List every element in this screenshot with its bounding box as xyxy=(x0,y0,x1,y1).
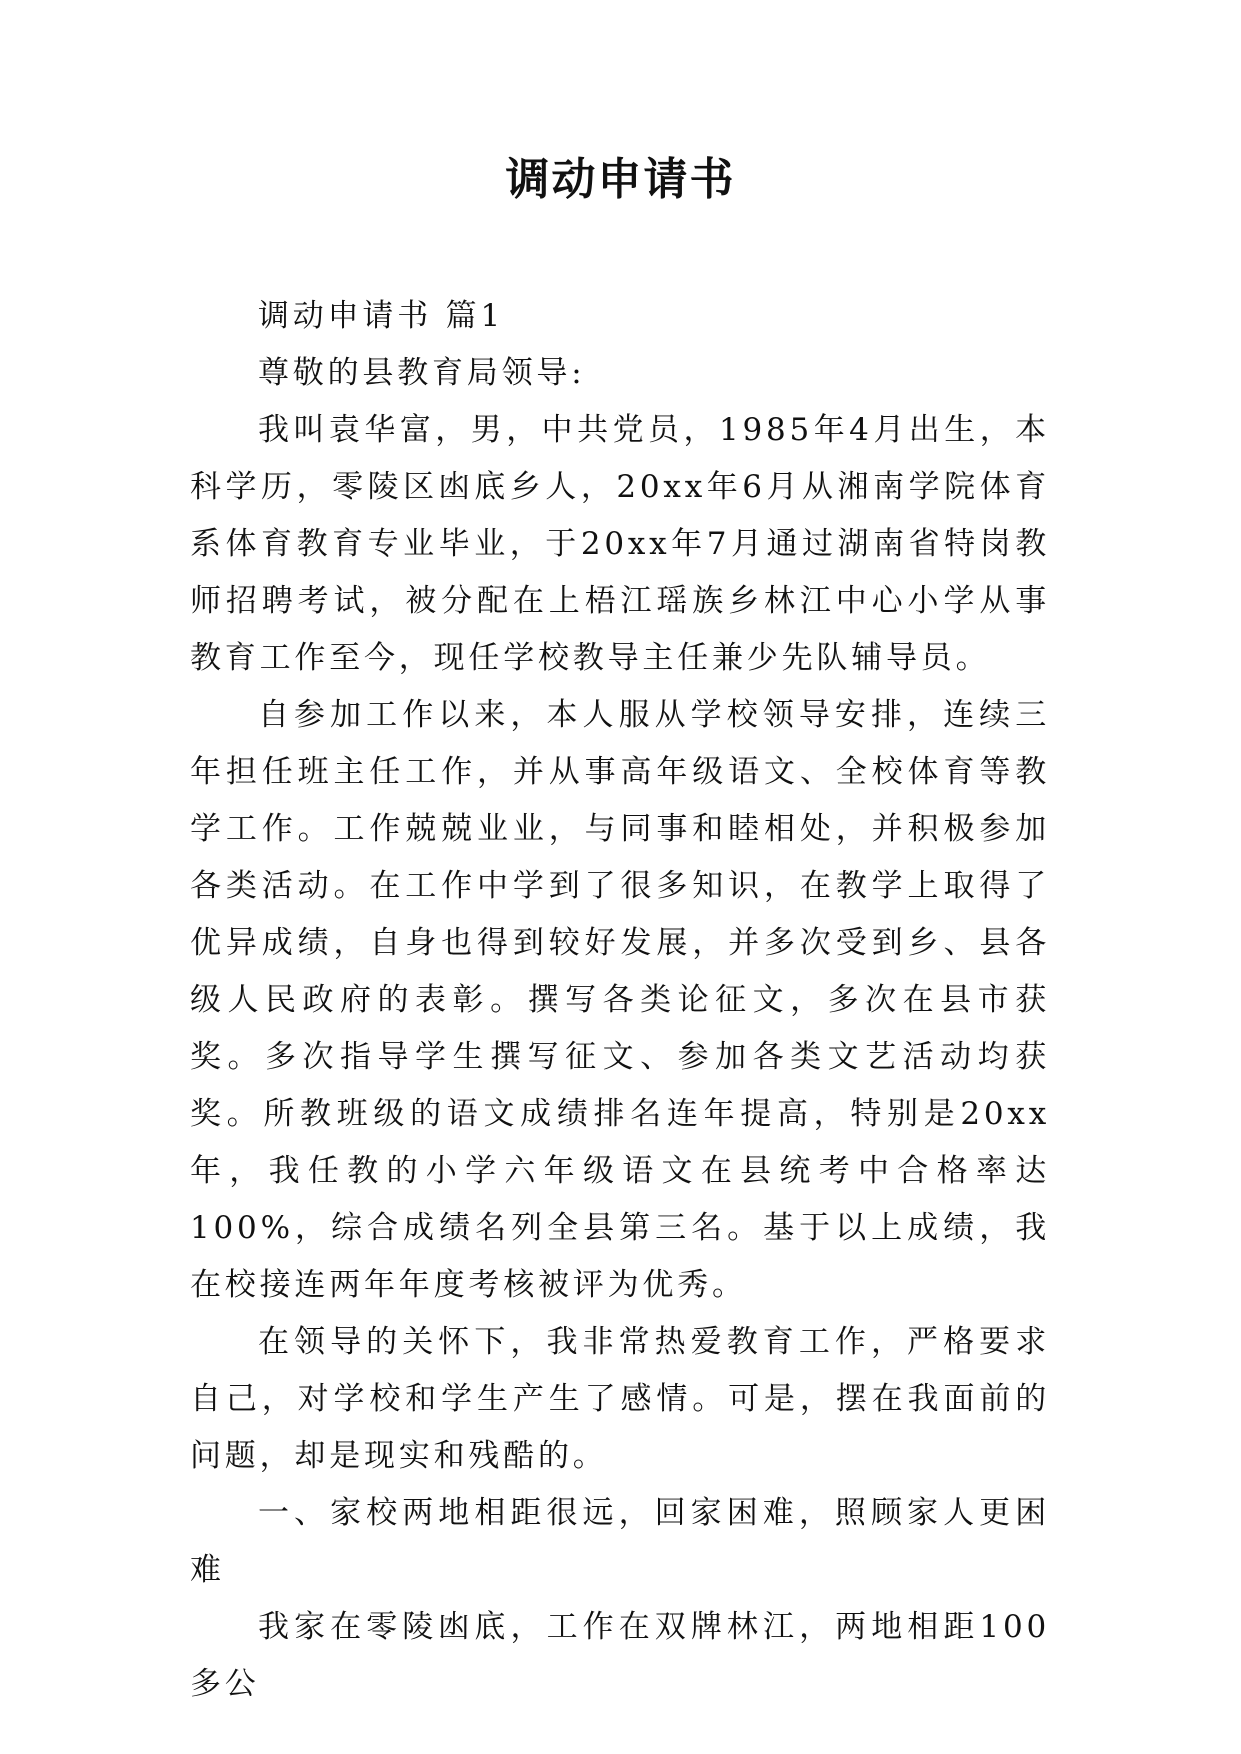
document-title: 调动申请书 xyxy=(505,154,736,205)
document-body xyxy=(190,288,1050,1713)
reason-heading-1: 一、家校两地相距很远，回家困难，照顾家人更困难 xyxy=(190,1495,1050,1588)
salutation: 尊敬的县教育局领导: xyxy=(258,355,586,391)
paragraph-work-record: 自参加工作以来，本人服从学校领导安排，连续三年担任班主任工作，并从事高年级语文、全校体育等教学工作。工作兢兢业业，与同事和睦相处，并积极参加各类活动。在工作中学到了很多知识，在教学上取得了优异成绩，自身也得到较好发展，并多次受到乡、县各级人民政府的表彰。撰写各类论征文，多次在县市获奖。多次指导学生撰写征文、参加各类文艺活动均获奖。所教班级的语文成绩排名连年提高，特别是20xx年，我任教的小学六年级语文在县统考中合格率达100%，综合成绩名列全县第三名。基于以上成绩，我在校接连两年年度考核被评为优秀。 xyxy=(190,697,1050,1303)
section-heading: 调动申请书 篇1 xyxy=(258,298,504,334)
paragraph-distance: 我家在零陵凼底，工作在双牌林江，两地相距100多公 xyxy=(190,1609,1050,1702)
paragraph-feelings: 在领导的关怀下，我非常热爱教育工作，严格要求自己，对学校和学生产生了感情。可是，摆在我面前的问题，却是现实和残酷的。 xyxy=(190,1324,1050,1474)
paragraph-introduction: 我叫袁华富，男，中共党员，1985年4月出生，本科学历，零陵区凼底乡人，20xx年6月从湘南学院体育系体育教育专业毕业，于20xx年7月通过湖南省特岗教师招聘考试，被分配在上梧江瑶族乡林江中心小学从事教育工作至今，现任学校教导主任兼少先队辅导员。 xyxy=(190,412,1050,676)
